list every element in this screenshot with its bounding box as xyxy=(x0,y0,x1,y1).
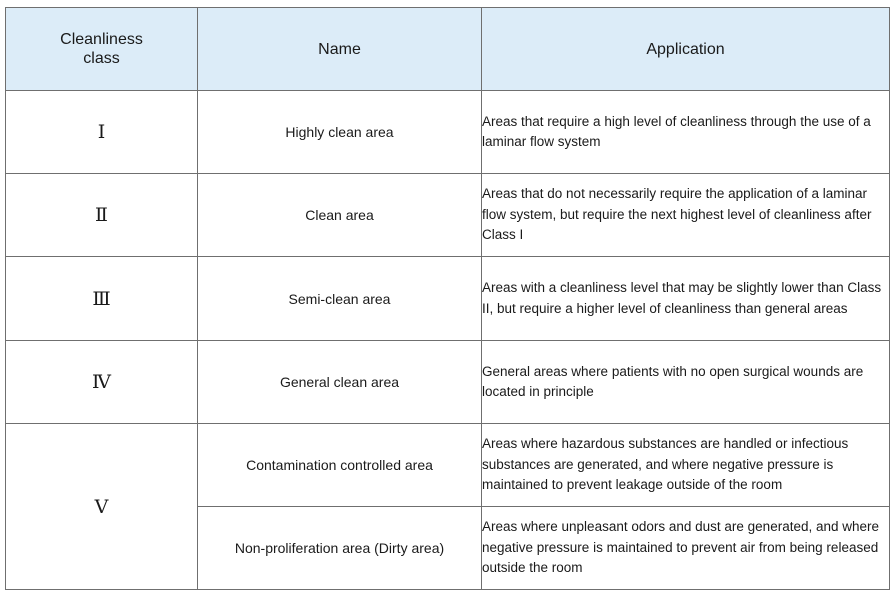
table-header-row xyxy=(6,8,890,91)
application-cell: Areas with a cleanliness level that may be slightly lower than Class II, but require a higher level of cleanliness than general areas xyxy=(482,257,890,341)
table-row xyxy=(6,424,890,507)
name-cell: Clean area xyxy=(198,174,482,257)
application-cell: Areas that do not necessarily require the application of a laminar flow system, but require the next highest level of cleanliness after Class I xyxy=(482,174,890,257)
header-cleanliness-class-label: Cleanliness class xyxy=(60,31,143,67)
name-cell: General clean area xyxy=(198,341,482,424)
class-cell: Ⅳ xyxy=(6,341,198,424)
name-cell: Non-proliferation area (Dirty area) xyxy=(198,507,482,590)
header-name: Name xyxy=(198,8,482,91)
name-cell: Contamination controlled area xyxy=(198,424,482,507)
name-cell: Semi-clean area xyxy=(198,257,482,341)
class-cell: Ⅴ xyxy=(6,424,198,590)
class-cell: Ⅰ xyxy=(6,91,198,174)
class-cell: Ⅲ xyxy=(6,257,198,341)
cleanliness-class-table xyxy=(5,7,890,590)
table-row xyxy=(6,341,890,424)
application-cell: Areas that require a high level of cleanliness through the use of a laminar flow system xyxy=(482,91,890,174)
table-row xyxy=(6,257,890,341)
application-cell: Areas where hazardous substances are handled or infectious substances are generated, and where negative pressure is maintained to prevent leakage outside of the room xyxy=(482,424,890,507)
class-cell: Ⅱ xyxy=(6,174,198,257)
header-application: Application xyxy=(482,8,890,91)
application-cell: General areas where patients with no open surgical wounds are located in principle xyxy=(482,341,890,424)
table-row xyxy=(6,174,890,257)
application-cell: Areas where unpleasant odors and dust are generated, and where negative pressure is maintained to prevent air from being released outside the room xyxy=(482,507,890,590)
name-cell: Highly clean area xyxy=(198,91,482,174)
header-cleanliness-class xyxy=(6,8,198,91)
table-row xyxy=(6,91,890,174)
